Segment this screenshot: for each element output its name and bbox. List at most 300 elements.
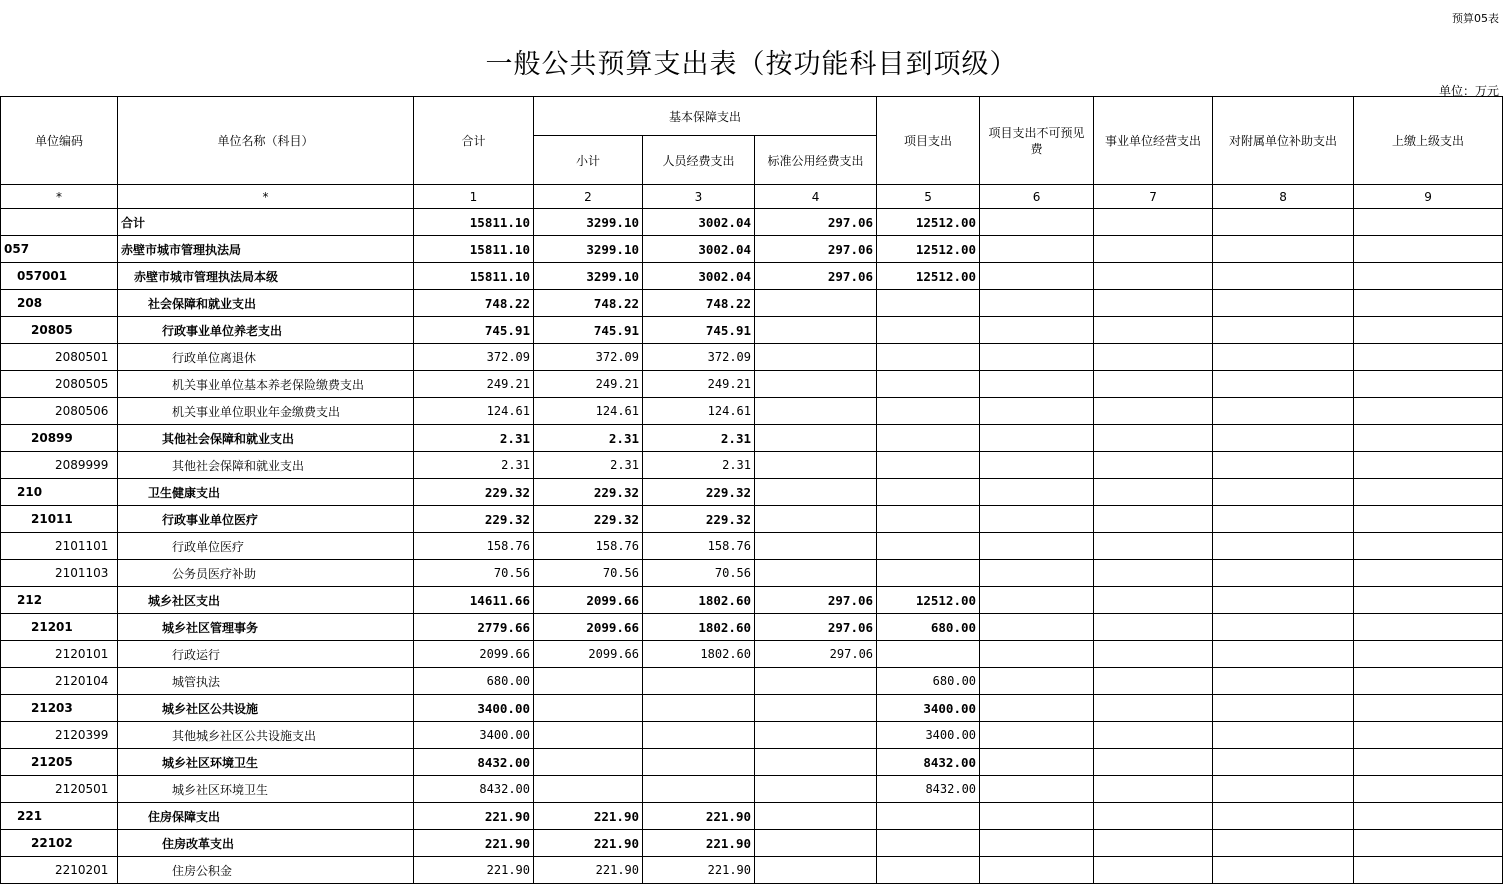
table-number-tag: 预算05表 — [1452, 12, 1499, 25]
row-value — [1094, 695, 1213, 722]
header-personnel: 人员经费支出 — [643, 136, 755, 185]
row-code: 221 — [1, 803, 118, 830]
row-value — [980, 236, 1094, 263]
row-value — [1213, 317, 1354, 344]
row-name: 公务员医疗补助 — [118, 560, 414, 587]
row-value — [1354, 668, 1503, 695]
row-value — [1213, 479, 1354, 506]
table-row — [1, 344, 1503, 371]
row-value — [534, 668, 643, 695]
row-value: 372.09 — [643, 344, 755, 371]
row-name: 赤壁市城市管理执法局 — [118, 236, 414, 263]
row-value — [877, 398, 980, 425]
table-row — [1, 533, 1503, 560]
table-row — [1, 857, 1503, 884]
row-name: 其他城乡社区公共设施支出 — [118, 722, 414, 749]
row-value — [1094, 803, 1213, 830]
row-value: 15811.10 — [414, 236, 534, 263]
row-value — [980, 263, 1094, 290]
row-value — [755, 560, 877, 587]
row-value: 221.90 — [534, 830, 643, 857]
row-value — [980, 506, 1094, 533]
row-value: 249.21 — [534, 371, 643, 398]
row-code: 22102 — [1, 830, 118, 857]
row-value: 229.32 — [534, 506, 643, 533]
row-name: 城乡社区环境卫生 — [118, 749, 414, 776]
row-name: 城乡社区管理事务 — [118, 614, 414, 641]
row-name: 住房保障支出 — [118, 803, 414, 830]
row-value: 14611.66 — [414, 587, 534, 614]
row-name: 行政事业单位养老支出 — [118, 317, 414, 344]
row-value — [1354, 344, 1503, 371]
header-standard: 标准公用经费支出 — [755, 136, 877, 185]
row-value — [980, 776, 1094, 803]
row-value — [1094, 533, 1213, 560]
row-value: 221.90 — [534, 803, 643, 830]
table-row — [1, 263, 1503, 290]
row-value — [755, 425, 877, 452]
row-value — [755, 371, 877, 398]
row-name: 住房公积金 — [118, 857, 414, 884]
header-code: 单位编码 — [1, 97, 118, 185]
row-code: 208 — [1, 290, 118, 317]
row-value — [980, 371, 1094, 398]
row-value: 221.90 — [643, 803, 755, 830]
row-value — [1354, 452, 1503, 479]
row-value: 372.09 — [414, 344, 534, 371]
row-value: 229.32 — [643, 479, 755, 506]
row-value — [755, 398, 877, 425]
table-row — [1, 236, 1503, 263]
row-value — [1094, 209, 1213, 236]
row-value: 124.61 — [643, 398, 755, 425]
row-value — [980, 641, 1094, 668]
row-value — [1213, 263, 1354, 290]
row-value: 745.91 — [643, 317, 755, 344]
table-row — [1, 830, 1503, 857]
row-value — [1213, 722, 1354, 749]
row-code: 20805 — [1, 317, 118, 344]
row-value — [643, 695, 755, 722]
row-value — [1354, 857, 1503, 884]
table-row — [1, 371, 1503, 398]
column-index-cell: 3 — [643, 185, 755, 209]
row-value: 3400.00 — [877, 722, 980, 749]
row-code: 210 — [1, 479, 118, 506]
row-value: 745.91 — [414, 317, 534, 344]
row-code: 2120101 — [1, 641, 118, 668]
row-value: 2.31 — [414, 452, 534, 479]
row-value: 221.90 — [414, 830, 534, 857]
row-value — [1354, 209, 1503, 236]
row-value — [1354, 722, 1503, 749]
row-value: 3400.00 — [414, 722, 534, 749]
row-value — [980, 425, 1094, 452]
row-code: 2120501 — [1, 776, 118, 803]
row-value: 3299.10 — [534, 236, 643, 263]
row-value — [877, 344, 980, 371]
row-code: 2080506 — [1, 398, 118, 425]
row-code — [1, 209, 118, 236]
row-value — [1213, 749, 1354, 776]
row-name: 城管执法 — [118, 668, 414, 695]
row-value — [755, 776, 877, 803]
row-value — [1213, 425, 1354, 452]
row-value: 249.21 — [414, 371, 534, 398]
row-value: 3002.04 — [643, 263, 755, 290]
row-value — [755, 857, 877, 884]
row-value — [1094, 749, 1213, 776]
row-name: 城乡社区支出 — [118, 587, 414, 614]
row-value — [534, 776, 643, 803]
row-value: 158.76 — [643, 533, 755, 560]
row-value — [1094, 830, 1213, 857]
row-value: 124.61 — [534, 398, 643, 425]
row-value: 3400.00 — [877, 695, 980, 722]
row-value — [643, 749, 755, 776]
header-project: 项目支出 — [877, 97, 980, 185]
row-value — [1213, 641, 1354, 668]
row-value — [1354, 371, 1503, 398]
row-value — [1354, 587, 1503, 614]
row-code: 21205 — [1, 749, 118, 776]
row-value: 680.00 — [877, 614, 980, 641]
row-value — [1094, 425, 1213, 452]
row-name: 住房改革支出 — [118, 830, 414, 857]
row-name: 机关事业单位基本养老保险缴费支出 — [118, 371, 414, 398]
row-value — [755, 803, 877, 830]
row-value: 12512.00 — [877, 236, 980, 263]
row-value — [1094, 587, 1213, 614]
row-value: 748.22 — [414, 290, 534, 317]
row-value: 70.56 — [534, 560, 643, 587]
row-value — [1354, 317, 1503, 344]
row-value — [1213, 236, 1354, 263]
row-value — [980, 749, 1094, 776]
row-value — [1213, 452, 1354, 479]
row-value — [1354, 749, 1503, 776]
row-value — [1213, 776, 1354, 803]
row-name: 卫生健康支出 — [118, 479, 414, 506]
row-value: 1802.60 — [643, 641, 755, 668]
header-total: 合计 — [414, 97, 534, 185]
row-value — [1354, 803, 1503, 830]
row-value: 297.06 — [755, 641, 877, 668]
row-value — [1094, 776, 1213, 803]
row-value — [1213, 506, 1354, 533]
row-code: 212 — [1, 587, 118, 614]
row-value — [1213, 830, 1354, 857]
column-index-cell: 9 — [1354, 185, 1503, 209]
row-value: 372.09 — [534, 344, 643, 371]
row-value: 221.90 — [643, 857, 755, 884]
row-value — [1354, 425, 1503, 452]
table-row — [1, 722, 1503, 749]
row-value — [877, 290, 980, 317]
header-name: 单位名称（科目） — [118, 97, 414, 185]
row-value — [1213, 209, 1354, 236]
row-value: 2.31 — [534, 425, 643, 452]
row-value — [1354, 560, 1503, 587]
row-value — [980, 560, 1094, 587]
row-value — [1354, 290, 1503, 317]
row-value — [755, 479, 877, 506]
row-value: 221.90 — [534, 857, 643, 884]
table-row — [1, 317, 1503, 344]
row-code: 2120399 — [1, 722, 118, 749]
row-value — [755, 533, 877, 560]
row-code: 21011 — [1, 506, 118, 533]
row-value — [980, 830, 1094, 857]
table-row — [1, 290, 1503, 317]
row-value — [877, 560, 980, 587]
table-row — [1, 749, 1503, 776]
column-index-cell: 2 — [534, 185, 643, 209]
row-value: 2.31 — [643, 452, 755, 479]
header-row-1 — [1, 97, 1503, 136]
row-value — [1094, 479, 1213, 506]
row-value — [1354, 614, 1503, 641]
column-index-cell: 8 — [1213, 185, 1354, 209]
row-value: 8432.00 — [414, 749, 534, 776]
row-value — [643, 776, 755, 803]
row-value — [1094, 236, 1213, 263]
row-value — [1094, 263, 1213, 290]
row-value — [1354, 695, 1503, 722]
row-name: 行政事业单位医疗 — [118, 506, 414, 533]
row-value: 8432.00 — [414, 776, 534, 803]
row-value — [1094, 506, 1213, 533]
row-value: 8432.00 — [877, 749, 980, 776]
row-value: 2099.66 — [534, 587, 643, 614]
row-value — [1213, 695, 1354, 722]
row-value — [1094, 668, 1213, 695]
table-row — [1, 641, 1503, 668]
row-value: 2.31 — [534, 452, 643, 479]
row-value: 2.31 — [643, 425, 755, 452]
row-value — [980, 614, 1094, 641]
table-row — [1, 560, 1503, 587]
column-index-cell: 6 — [980, 185, 1094, 209]
row-value: 680.00 — [877, 668, 980, 695]
table-row — [1, 479, 1503, 506]
row-value — [877, 803, 980, 830]
row-value: 229.32 — [643, 506, 755, 533]
row-value: 748.22 — [534, 290, 643, 317]
row-value — [877, 533, 980, 560]
row-value — [1354, 776, 1503, 803]
row-value — [1354, 533, 1503, 560]
row-code: 2210201 — [1, 857, 118, 884]
table-row — [1, 506, 1503, 533]
row-name: 行政运行 — [118, 641, 414, 668]
row-value — [1094, 641, 1213, 668]
row-value: 3002.04 — [643, 236, 755, 263]
row-value — [877, 506, 980, 533]
table-row — [1, 452, 1503, 479]
row-value — [877, 479, 980, 506]
row-value — [877, 641, 980, 668]
row-value — [1094, 290, 1213, 317]
row-value — [755, 830, 877, 857]
row-value: 297.06 — [755, 209, 877, 236]
row-name: 城乡社区公共设施 — [118, 695, 414, 722]
row-value — [980, 803, 1094, 830]
row-value — [1354, 830, 1503, 857]
row-value — [1354, 236, 1503, 263]
row-value — [980, 452, 1094, 479]
unit-label: 单位：万元 — [1438, 84, 1499, 98]
row-value: 3299.10 — [534, 263, 643, 290]
table-row — [1, 614, 1503, 641]
row-value — [877, 830, 980, 857]
row-value — [877, 857, 980, 884]
row-value: 12512.00 — [877, 587, 980, 614]
row-value: 124.61 — [414, 398, 534, 425]
row-value — [1213, 857, 1354, 884]
row-value: 229.32 — [414, 506, 534, 533]
table-row — [1, 803, 1503, 830]
row-value: 3400.00 — [414, 695, 534, 722]
row-value — [755, 344, 877, 371]
row-value: 221.90 — [643, 830, 755, 857]
column-index-cell: * — [1, 185, 118, 209]
table-body — [1, 185, 1503, 884]
row-value: 2099.66 — [534, 641, 643, 668]
row-value — [755, 749, 877, 776]
row-value — [1213, 371, 1354, 398]
row-code: 057 — [1, 236, 118, 263]
row-value: 221.90 — [414, 803, 534, 830]
row-value — [1213, 290, 1354, 317]
row-name: 城乡社区环境卫生 — [118, 776, 414, 803]
row-code: 057001 — [1, 263, 118, 290]
column-index-cell: 4 — [755, 185, 877, 209]
row-value: 249.21 — [643, 371, 755, 398]
row-code: 2089999 — [1, 452, 118, 479]
header-business: 事业单位经营支出 — [1094, 97, 1213, 185]
row-value — [1354, 506, 1503, 533]
row-value — [1094, 317, 1213, 344]
row-name: 赤壁市城市管理执法局本级 — [118, 263, 414, 290]
row-value — [1094, 398, 1213, 425]
row-code: 21201 — [1, 614, 118, 641]
row-name: 机关事业单位职业年金缴费支出 — [118, 398, 414, 425]
row-value: 680.00 — [414, 668, 534, 695]
row-value: 221.90 — [414, 857, 534, 884]
row-value — [877, 371, 980, 398]
table-row — [1, 776, 1503, 803]
row-value: 229.32 — [414, 479, 534, 506]
row-name: 合计 — [118, 209, 414, 236]
header-project-unforeseen: 项目支出不可预见费 — [980, 97, 1094, 185]
row-value — [980, 533, 1094, 560]
row-value — [1094, 371, 1213, 398]
row-code: 2101103 — [1, 560, 118, 587]
row-name: 其他社会保障和就业支出 — [118, 452, 414, 479]
row-value: 748.22 — [643, 290, 755, 317]
row-name: 其他社会保障和就业支出 — [118, 425, 414, 452]
row-value — [643, 668, 755, 695]
row-value — [1213, 614, 1354, 641]
row-value: 70.56 — [414, 560, 534, 587]
row-value: 70.56 — [643, 560, 755, 587]
row-value — [755, 722, 877, 749]
row-name: 行政单位离退休 — [118, 344, 414, 371]
row-value — [980, 290, 1094, 317]
row-value — [877, 425, 980, 452]
row-value — [1094, 452, 1213, 479]
row-value — [755, 452, 877, 479]
row-code: 21203 — [1, 695, 118, 722]
page-title: 一般公共预算支出表（按功能科目到项级） — [485, 49, 1018, 80]
row-value — [877, 452, 980, 479]
row-value — [1354, 641, 1503, 668]
row-value — [755, 317, 877, 344]
row-value — [755, 668, 877, 695]
row-value — [1213, 344, 1354, 371]
column-index-row — [1, 185, 1503, 209]
row-value — [877, 317, 980, 344]
row-code: 2080501 — [1, 344, 118, 371]
table-row — [1, 695, 1503, 722]
row-value — [755, 290, 877, 317]
budget-table — [0, 96, 1503, 884]
row-value — [980, 695, 1094, 722]
row-value: 158.76 — [534, 533, 643, 560]
row-value — [1354, 263, 1503, 290]
row-code: 2080505 — [1, 371, 118, 398]
header-subsidy: 对附属单位补助支出 — [1213, 97, 1354, 185]
row-value — [534, 722, 643, 749]
table-row — [1, 668, 1503, 695]
row-value — [1094, 344, 1213, 371]
row-value — [1213, 587, 1354, 614]
table-row — [1, 398, 1503, 425]
row-value: 12512.00 — [877, 263, 980, 290]
row-value: 2779.66 — [414, 614, 534, 641]
row-value — [980, 668, 1094, 695]
row-name: 行政单位医疗 — [118, 533, 414, 560]
row-value — [1354, 398, 1503, 425]
row-value: 745.91 — [534, 317, 643, 344]
row-value — [1094, 614, 1213, 641]
table-row — [1, 425, 1503, 452]
row-value — [1213, 560, 1354, 587]
row-code: 2120104 — [1, 668, 118, 695]
table-row — [1, 209, 1503, 236]
row-value — [980, 587, 1094, 614]
row-value — [755, 506, 877, 533]
row-value: 2099.66 — [414, 641, 534, 668]
row-value — [534, 695, 643, 722]
row-value: 297.06 — [755, 236, 877, 263]
row-value — [1213, 668, 1354, 695]
row-value: 12512.00 — [877, 209, 980, 236]
row-name: 社会保障和就业支出 — [118, 290, 414, 317]
header-superior: 上缴上级支出 — [1354, 97, 1503, 185]
row-value: 3299.10 — [534, 209, 643, 236]
row-value — [980, 317, 1094, 344]
row-code: 20899 — [1, 425, 118, 452]
header-basic: 基本保障支出 — [534, 97, 877, 136]
header-subtotal: 小计 — [534, 136, 643, 185]
row-value — [643, 722, 755, 749]
row-value: 297.06 — [755, 587, 877, 614]
row-value: 1802.60 — [643, 587, 755, 614]
row-value — [980, 857, 1094, 884]
row-value: 158.76 — [414, 533, 534, 560]
